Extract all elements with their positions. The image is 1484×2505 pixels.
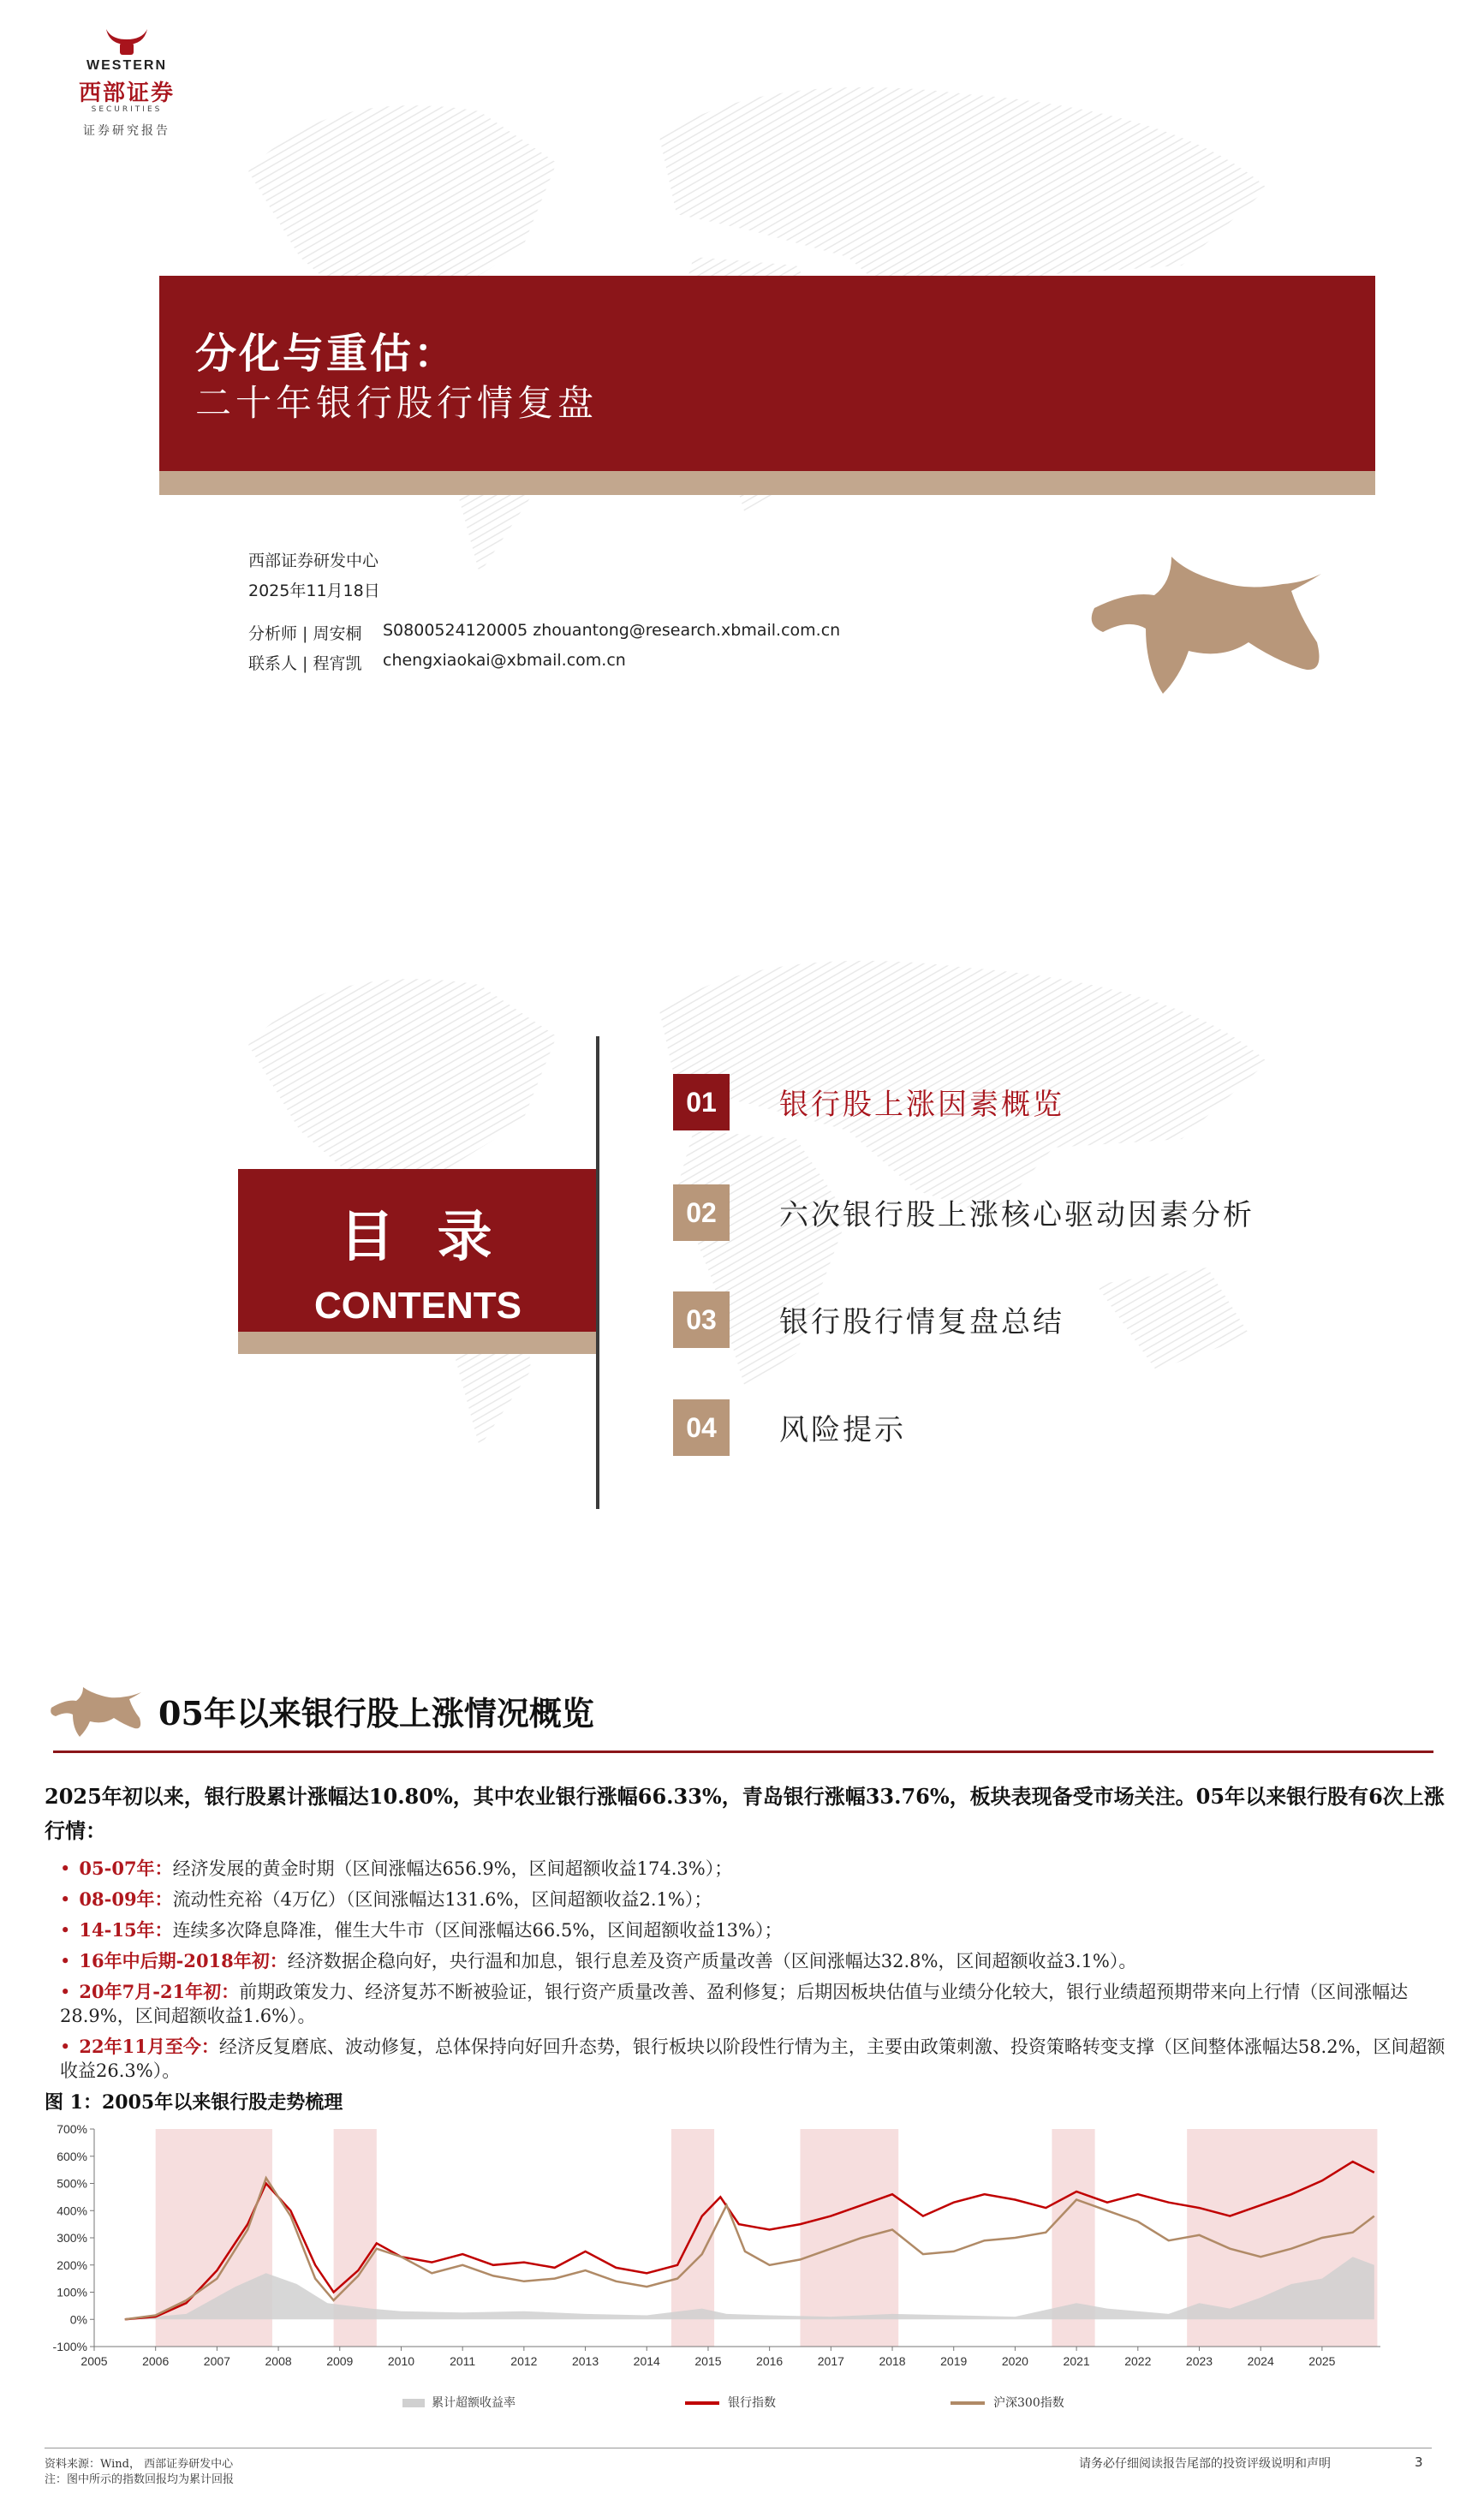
x-tick-label: 2014 [633,2354,660,2368]
x-tick-label: 2006 [142,2354,170,2368]
toc-item-3-label[interactable]: 银行股行情复盘总结 [779,1305,1064,1339]
toc-subtitle: CONTENTS [314,1285,521,1327]
x-tick-label: 2025 [1308,2354,1336,2368]
x-tick-label: 2018 [879,2354,906,2368]
toc-item-1-label[interactable]: 银行股上涨因素概览 [779,1088,1064,1122]
logo-securities-text: SECURITIES [91,105,163,114]
bull-section-icon [47,1687,141,1739]
list-item: • 16年中后期-2018年初：经济数据企稳向好，央行温和加息，银行息差及资产质量改善（区间涨幅达32.8%，区间超额收益3.1%）。 [60,1950,1137,1971]
list-item: • 08-09年：流动性充裕（4万亿）（区间涨幅达131.6%，区间超额收益2.1%）； [60,1888,712,1910]
y-tick-label: -100% [52,2340,87,2353]
legend-label-bank: 银行指数 [728,2396,776,2410]
x-tick-label: 2019 [940,2354,968,2368]
x-tick-label: 2024 [1247,2354,1274,2368]
x-tick-label: 2009 [326,2354,354,2368]
legend-swatch-excess [402,2399,425,2407]
list-item: • 22年11月至今：经济反复磨底、波动修复，总体保持向好回升态势，银行板块以阶段性行情为主，主要由政策刺激、投资策略转变支撑（区间整体涨幅达58.2%，区间超额收益26.3%）。 [60,2036,1445,2081]
toc-title-box-accent [238,1332,598,1354]
chart-legend [402,2391,1430,2413]
toc-item-3-number: 03 [673,1291,730,1348]
x-tick-label: 2007 [203,2354,230,2368]
x-tick-label: 2016 [756,2354,784,2368]
chart-note: 注：图中所示的指数回报均为累计回报 [45,2473,235,2486]
contact-email: chengxiaokai@xbmail.com.cn [383,651,626,670]
figure-title: 图 1：2005年以来银行股走势梳理 [45,2091,343,2114]
x-tick-label: 2010 [387,2354,415,2368]
x-tick-label: 2013 [571,2354,599,2368]
legend-label-hs300: 沪深300指数 [993,2396,1064,2410]
section-title-rule [53,1751,1433,1753]
logo-western-text: WESTERN [86,58,167,73]
x-tick-label: 2011 [450,2354,476,2368]
x-tick-label: 2021 [1063,2354,1090,2368]
y-tick-label: 700% [57,2122,87,2136]
x-tick-label: 2022 [1124,2354,1152,2368]
y-tick-label: 600% [57,2149,87,2163]
x-tick-label: 2023 [1185,2354,1213,2368]
research-org: 西部证券研发中心 [248,552,379,570]
report-type-label: 证券研究报告 [83,124,170,138]
toc-item-4-number: 04 [673,1399,730,1456]
cover-subtitle: 二十年银行股行情复盘 [195,382,599,424]
cover-title-band-accent [159,471,1375,495]
analyst-label: 分析师 | 周安桐 [248,624,362,643]
company-logo [67,26,187,137]
toc-item-2-number: 02 [673,1184,730,1241]
page-number: 3 [1415,2454,1423,2470]
bull-horns-icon [101,26,152,58]
y-tick-label: 100% [57,2285,87,2299]
cover-title: 分化与重估： [195,330,458,378]
disclaimer-text: 请务必仔细阅读报告尾部的投资评级说明和声明 [1079,2457,1331,2471]
x-tick-label: 2020 [1001,2354,1028,2368]
list-item: • 14-15年：连续多次降息降准，催生大牛市（区间涨幅达66.5%，区间超额收益13%）； [60,1919,783,1941]
toc-item-4-label[interactable]: 风险提示 [779,1413,906,1447]
bull-logo-icon [1077,557,1326,711]
toc-divider [596,1036,599,1509]
list-item: • 05-07年：经济发展的黄金时期（区间涨幅达656.9%，区间超额收益174.3%）； [60,1858,733,1879]
toc-item-2-label[interactable]: 六次银行股上涨核心驱动因素分析 [779,1198,1255,1232]
y-tick-label: 0% [69,2312,87,2327]
y-tick-label: 300% [57,2231,87,2245]
y-tick-label: 200% [57,2257,87,2272]
data-source: 资料来源：Wind， 西部证券研发中心 [45,2458,234,2471]
rally-period-shade [800,2129,898,2347]
section-title: 05年以来银行股上涨情况概览 [158,1694,594,1733]
analyst-contact: S0800524120005 zhouantong@research.xbmail.com.cn [383,621,841,640]
logo-chinese-name: 西部证券 [78,81,175,106]
x-tick-label: 2005 [80,2354,108,2368]
summary-paragraph: 2025年初以来，银行股累计涨幅达10.80%，其中农业银行涨幅66.33%，青岛银行涨幅33.76%，板块表现备受市场关注。05年以来银行股有6次上涨行情： [45,1784,1445,1843]
x-tick-label: 2017 [817,2354,844,2368]
series-excess-return-area [125,2257,1374,2319]
y-tick-label: 400% [57,2204,87,2218]
y-tick-label: 500% [57,2176,87,2191]
x-tick-label: 2012 [510,2354,538,2368]
toc-title: 目录 [339,1205,535,1269]
bank-stock-trend-chart [45,2122,1389,2379]
legend-label-excess: 累计超额收益率 [432,2396,516,2410]
contact-label: 联系人 | 程宵凯 [248,654,362,673]
toc-item-1-number: 01 [673,1074,730,1130]
x-tick-label: 2015 [694,2354,722,2368]
report-date: 2025年11月18日 [248,582,380,600]
x-tick-label: 2008 [265,2354,292,2368]
list-item: • 20年7月-21年初：前期政策发力、经济复苏不断被验证，银行资产质量改善、盈利修复；后期因板块估值与业绩分化较大，银行业绩超预期带来向上行情（区间涨幅达28.9%，区间超额收益1.6%）。 [60,1981,1409,2026]
